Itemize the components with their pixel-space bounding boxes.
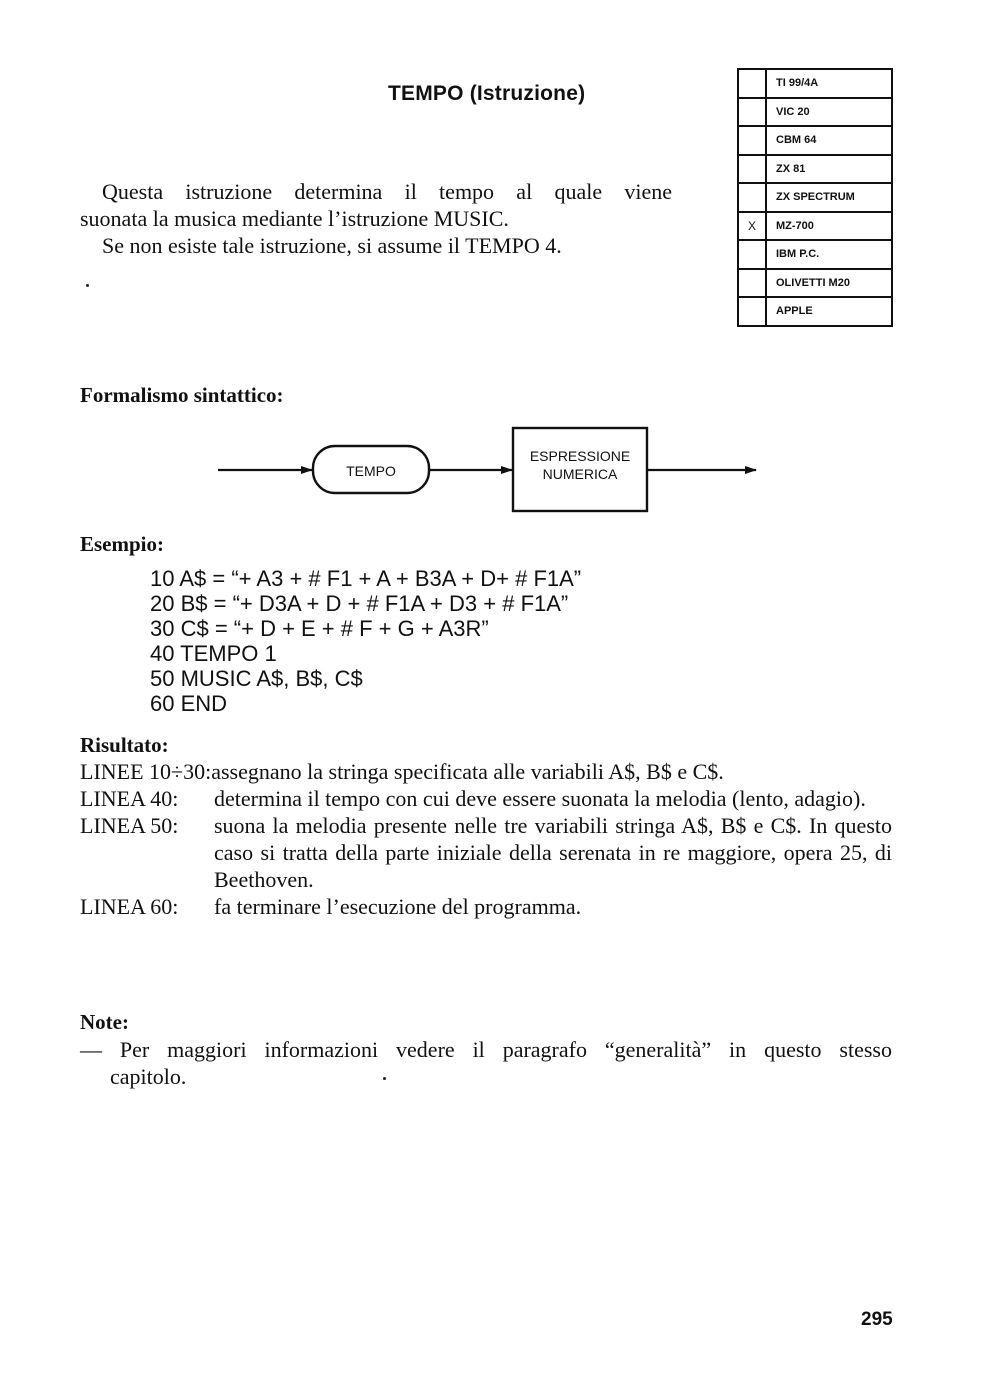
- intro-line-3: Se non esiste tale istruzione, si assume il TEMPO 4.: [102, 233, 562, 258]
- result-line-key: LINEA 60:: [80, 894, 179, 919]
- computer-name: TI 99/4A: [776, 77, 819, 90]
- computer-name: IBM P.C.: [776, 248, 820, 261]
- notes-line-1: — Per maggiori informazioni vedere il paragrafo “generalità” in questo stesso: [80, 1037, 892, 1062]
- compatibility-mark: [739, 70, 767, 97]
- computer-name: CBM 64: [776, 134, 817, 147]
- scan-speck: [86, 284, 89, 287]
- code-line: 10 A$ = “+ A3 + # F1 + A + B3A + D+ # F1A”: [150, 566, 582, 591]
- result-line-key: LINEA 40:: [80, 786, 179, 811]
- compatibility-mark: [739, 184, 767, 211]
- compatibility-mark: [739, 298, 767, 325]
- code-line: 40 TEMPO 1: [150, 641, 277, 666]
- computer-name: VIC 20: [776, 105, 810, 118]
- expression-label-line-1: ESPRESSIONE: [529, 448, 631, 464]
- code-listing: [150, 566, 581, 716]
- intro-line-1: Questa istruzione determina il tempo al quale viene: [102, 179, 672, 204]
- computer-row: [739, 270, 891, 299]
- expression-label-line-2: NUMERICA: [542, 466, 618, 482]
- computer-name: APPLE: [776, 305, 813, 318]
- result-line-key: LINEA 50:: [80, 813, 179, 838]
- notes-heading: Note:: [80, 1010, 129, 1034]
- computer-row: [739, 70, 891, 99]
- result-line-text: fa terminare l’esecuzione del programma.: [214, 894, 582, 919]
- code-line: 60 END: [150, 691, 228, 716]
- result-row-lines-10-30: LINEE 10÷30:assegnano la stringa specificata alle variabili A$, B$ e C$.: [80, 759, 724, 784]
- compatibility-mark: [739, 156, 767, 183]
- computer-name: ZX 81: [776, 162, 806, 175]
- example-heading: Esempio:: [80, 532, 164, 556]
- notes-line-2: capitolo.: [110, 1064, 187, 1089]
- computer-row: [739, 127, 891, 156]
- computer-compatibility-table: [737, 68, 893, 327]
- compatibility-mark: X: [739, 213, 767, 240]
- code-line: 20 B$ = “+ D3A + D + # F1A + D3 + # F1A”: [150, 591, 569, 616]
- compatibility-mark: [739, 127, 767, 154]
- intro-paragraph: [80, 178, 680, 259]
- syntax-diagram: [210, 420, 770, 520]
- result-row: [80, 893, 892, 920]
- code-line: 30 C$ = “+ D + E + # F + G + A3R”: [150, 616, 489, 641]
- compatibility-mark: [739, 99, 767, 126]
- compatibility-mark: [739, 270, 767, 297]
- computer-row: [739, 184, 891, 213]
- keyword-label: TEMPO: [346, 463, 396, 479]
- computer-row: [739, 99, 891, 128]
- computer-name: ZX SPECTRUM: [776, 191, 855, 204]
- scan-speck: [383, 1077, 386, 1080]
- result-row: [80, 812, 892, 893]
- computer-row: [739, 213, 891, 242]
- page-title: TEMPO (Istruzione): [388, 82, 586, 105]
- result-row: [80, 785, 892, 812]
- computer-row: [739, 156, 891, 185]
- computer-row: [739, 298, 891, 327]
- intro-line-2: suonata la musica mediante l’istruzione MUSIC.: [80, 206, 509, 231]
- computer-name: OLIVETTI M20: [776, 276, 850, 289]
- notes-body: [80, 1036, 892, 1090]
- result-heading: Risultato:: [80, 733, 169, 757]
- result-line-text: suona la melodia presente nelle tre variabili stringa A$, B$ e C$. In questo caso si tratta della parte iniziale della serenata in re maggiore, opera 25, di Beethoven.: [214, 813, 892, 892]
- result-list: [80, 758, 892, 920]
- syntax-heading: Formalismo sintattico:: [80, 383, 284, 407]
- code-line: 50 MUSIC A$, B$, C$: [150, 666, 363, 691]
- page-number: 295: [861, 1309, 893, 1330]
- compatibility-mark: [739, 241, 767, 268]
- result-line-text: determina il tempo con cui deve essere suonata la melodia (lento, adagio).: [214, 786, 866, 811]
- computer-row: [739, 241, 891, 270]
- computer-name: MZ-700: [776, 219, 814, 232]
